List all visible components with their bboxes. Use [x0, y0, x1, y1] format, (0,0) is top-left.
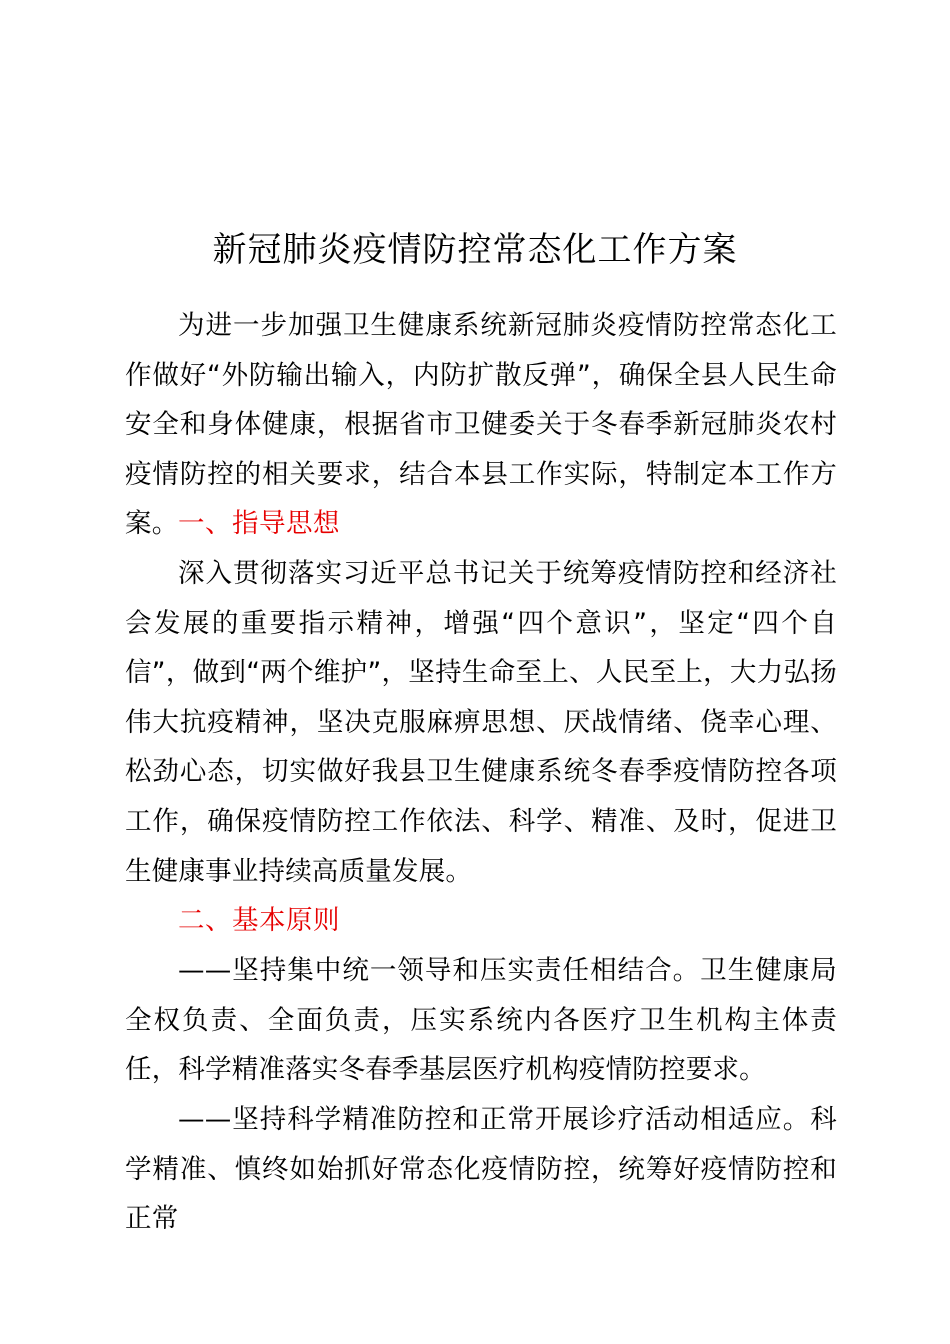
document-title: 新冠肺炎疫情防控常态化工作方案 — [212, 230, 738, 270]
principle-paragraph-2: ——坚持科学精准防控和正常开展诊疗活动相适应。科学精准、慎终如始抓好常态化疫情防控，统筹好疫情防控和正常 — [125, 1104, 837, 1235]
guiding-ideology-paragraph: 深入贯彻落实习近平总书记关于统筹疫情防控和经济社会发展的重要指示精神，增强“四个意识”，坚定“四个自信”，做到“两个维护”，坚持生命至上、人民至上，大力弘扬伟大抗疫精神，坚决克服麻痹思想、厌战情绪、侥幸心理、松劲心态，切实做好我县卫生健康系统冬春季疫情防控各项工作，确保疫情防控工作依法、科学、精准、及时，促进卫生健康事业持续高质量发展。 — [125, 558, 837, 887]
section-heading-guiding-ideology: 一、指导思想 — [178, 508, 340, 539]
principle-paragraph-1: ——坚持集中统一领导和压实责任相结合。卫生健康局全权负责、全面负责，压实系统内各医疗卫生机构主体责任，科学精准落实冬春季基层医疗机构疫情防控要求。 — [125, 955, 837, 1086]
section-heading-basic-principles: 二、基本原则 — [178, 905, 340, 936]
intro-paragraph: 为进一步加强卫生健康系统新冠肺炎疫情防控常态化工作做好“外防输出输入，内防扩散反弹”，确保全县人民生命安全和身体健康，根据省市卫健委关于冬春季新冠肺炎农村疫情防控的相关要求，结合本县工作实际，特制定本工作方案。 — [125, 310, 837, 540]
